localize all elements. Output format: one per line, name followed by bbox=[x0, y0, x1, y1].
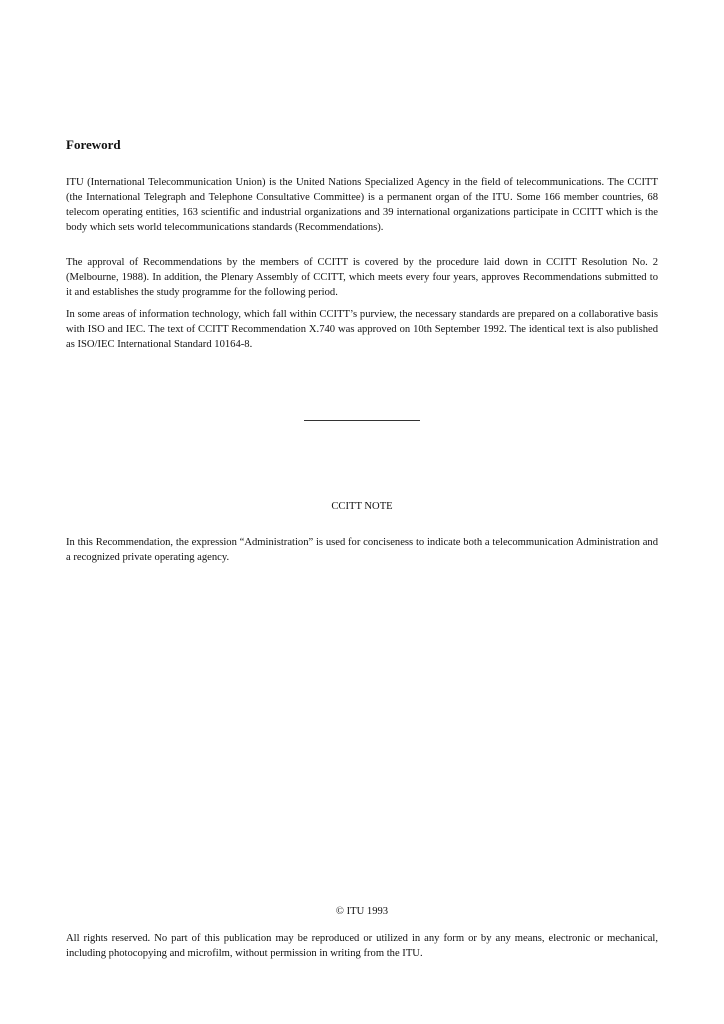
foreword-paragraph-itu: ITU (International Telecommunication Union) is the United Nations Specialized Agency in the field of telecommunications. The CCITT (the International Telegraph and Telephone Consultative Committee) is a permanent organ of the ITU. Some 166 member countries, 68 telecom operating entities, 163 scientific and industrial organizations and 39 international organizations participate in CCITT which is the body which sets world telecommunications standards (Recommendations). bbox=[66, 177, 658, 233]
foreword-heading: Foreword bbox=[66, 137, 121, 152]
section-divider bbox=[304, 420, 420, 421]
foreword-paragraph-approval: The approval of Recommendations by the members of CCITT is covered by the procedure laid down in CCITT Resolution No. 2 (Melbourne, 1988). In addition, the Plenary Assembly of CCITT, which meets every four years, approves Recommendations submitted to it and establishes the study programme for the following period. bbox=[66, 257, 658, 298]
rights-statement: All rights reserved. No part of this publication may be reproduced or utilized in any form or by any means, electronic or mechanical, including photocopying and microfilm, without permission in writing from the ITU. bbox=[66, 933, 658, 959]
foreword-paragraph-iso-iec: In some areas of information technology, which fall within CCITT’s purview, the necessary standards are prepared on a collaborative basis with ISO and IEC. The text of CCITT Recommendation X.740 was approved on 10th September 1992. The identical text is also published as ISO/IEC International Standard 10164-8. bbox=[66, 309, 658, 350]
note-body: In this Recommendation, the expression “Administration” is used for conciseness to indicate both a telecommunication Administration and a recognized private operating agency. bbox=[66, 537, 658, 563]
copyright-line: © ITU 1993 bbox=[335, 906, 389, 917]
note-title: CCITT NOTE bbox=[331, 501, 393, 512]
